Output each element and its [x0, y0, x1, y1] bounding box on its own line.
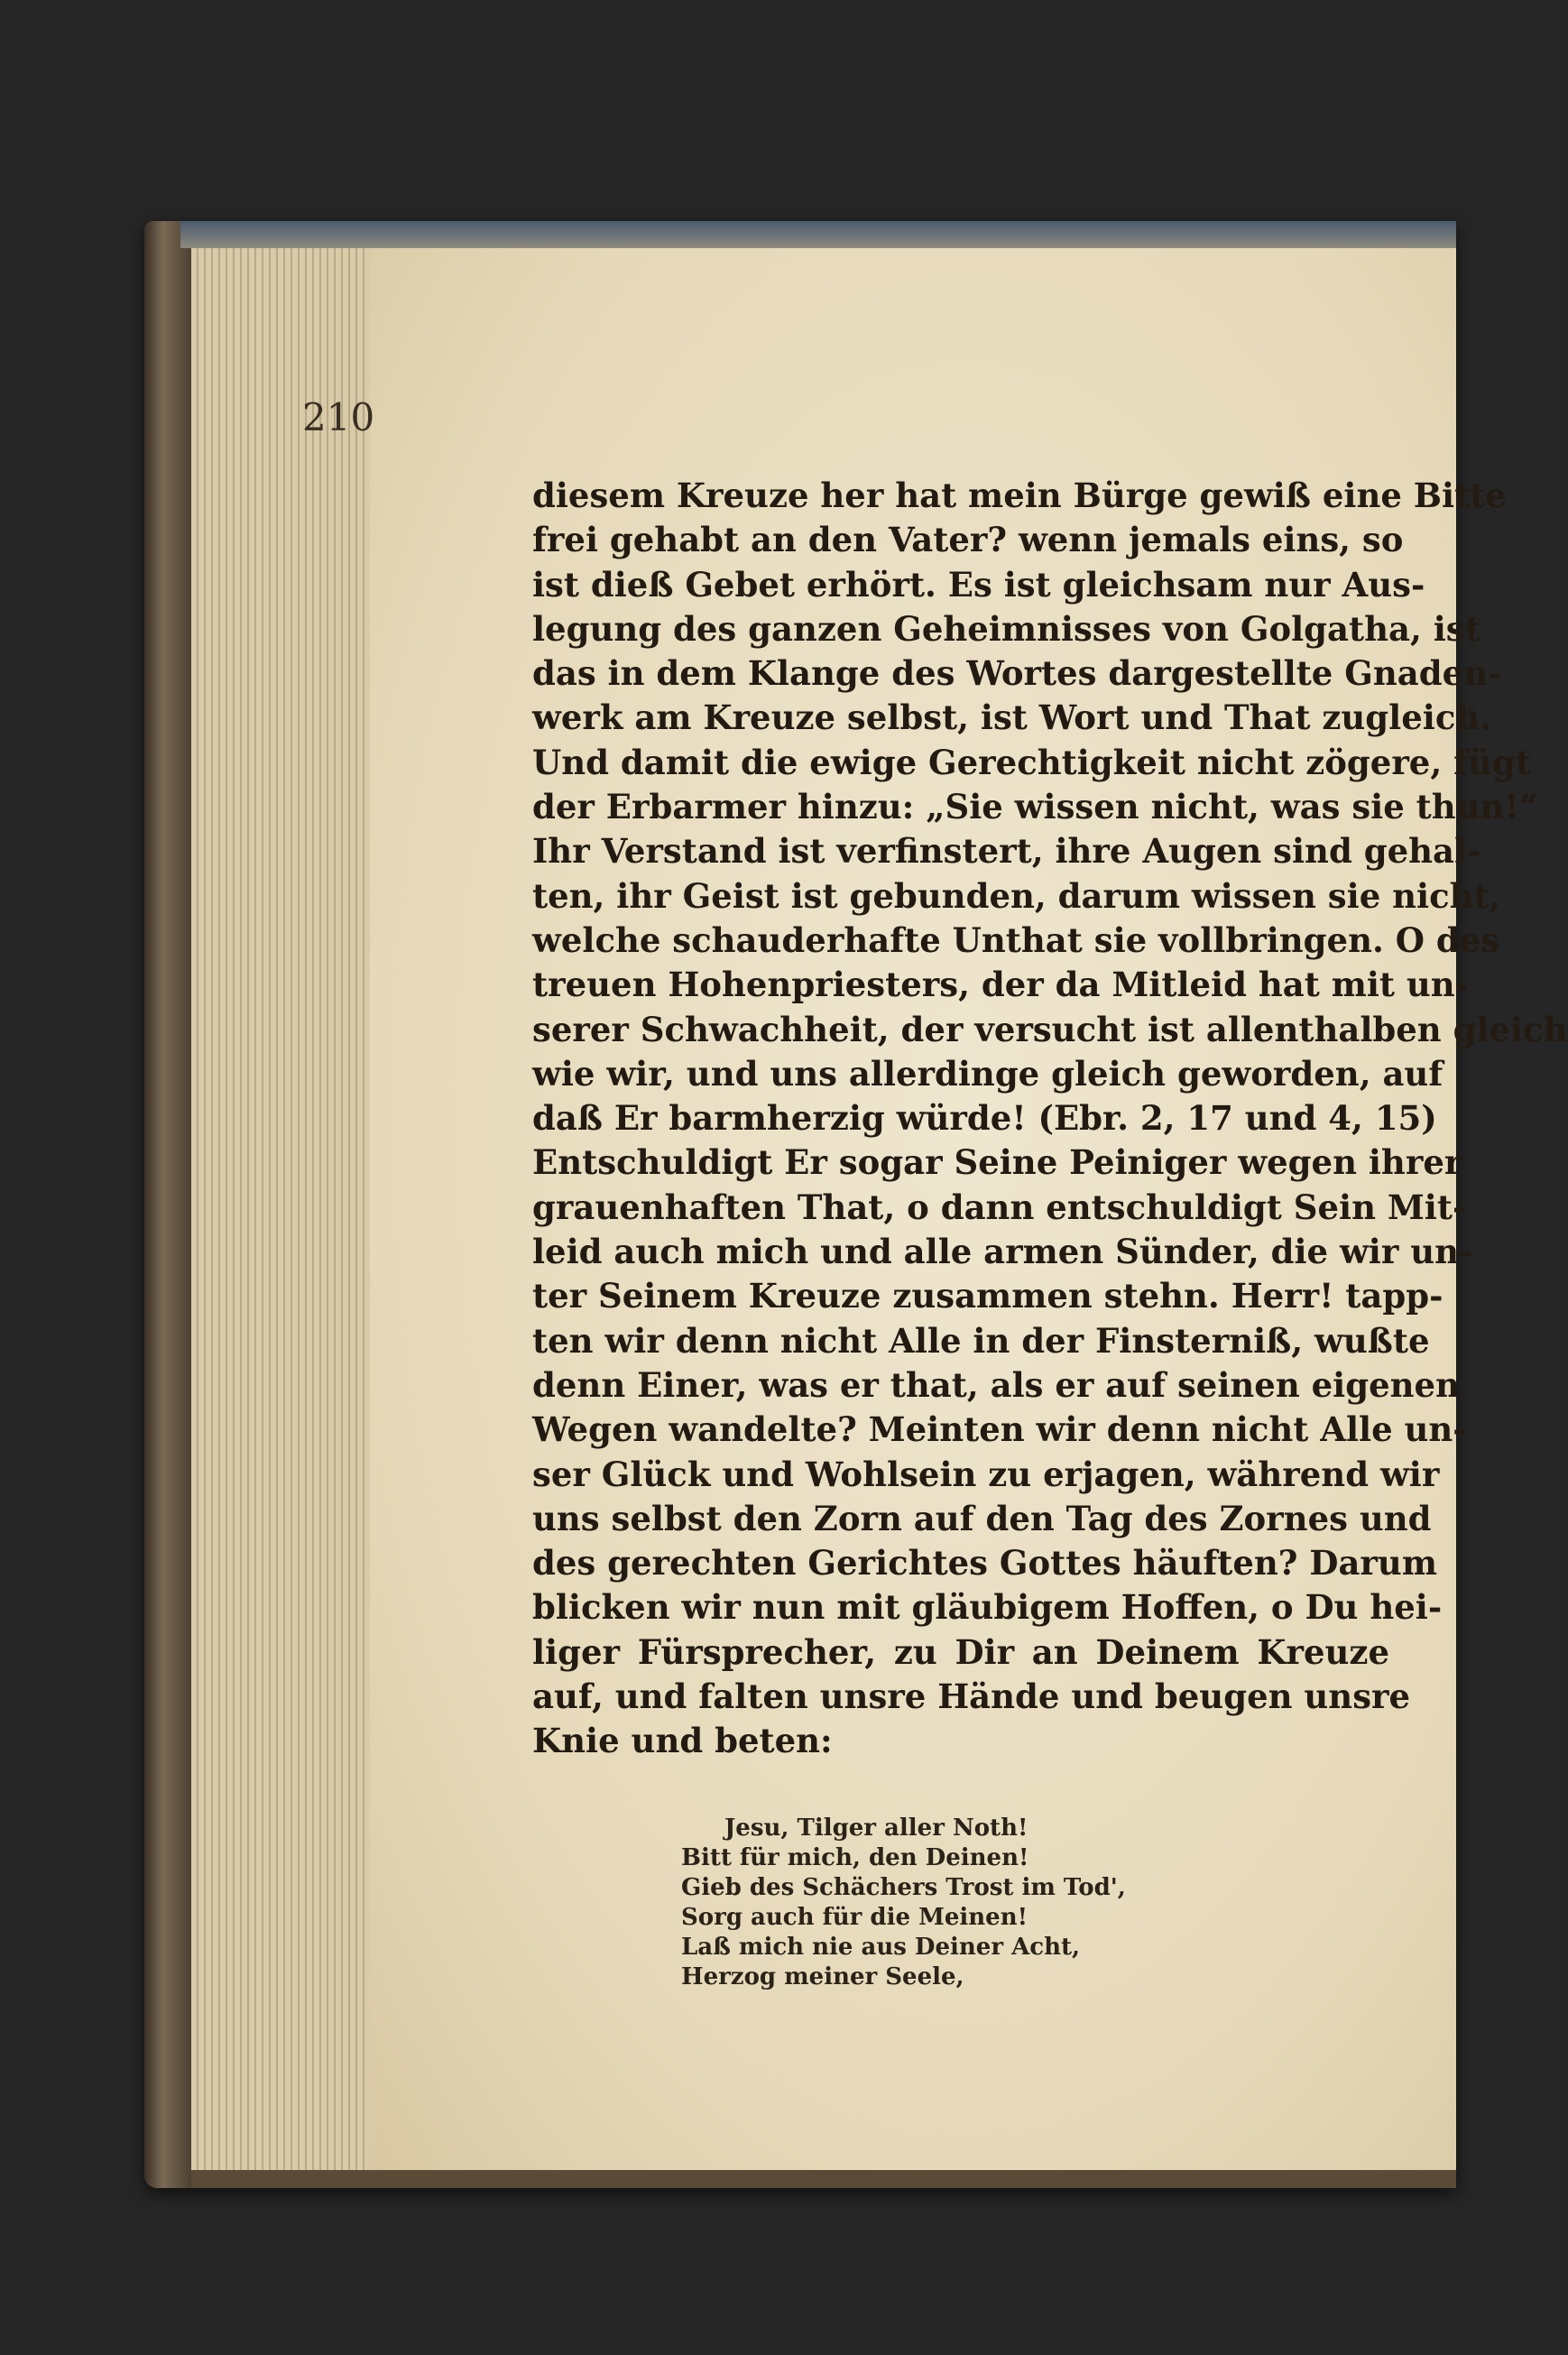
- text-line: das in dem Klange des Wortes dargestellte Gnaden-: [532, 653, 1502, 694]
- text-line: frei gehabt an den Vater? wenn jemals eins, so: [532, 520, 1404, 560]
- text-line: liger Fürsprecher, zu Dir an Deinem Kreuze: [532, 1631, 1389, 1672]
- verse-line: Gieb des Schächers Trost im Tod',: [681, 1874, 1126, 1901]
- text-line: ten wir denn nicht Alle in der Finsterniß, wußte: [532, 1320, 1430, 1361]
- verse-block: [681, 1814, 1331, 1992]
- text-line: ten, ihr Geist ist gebunden, darum wissen sie nicht,: [532, 875, 1501, 916]
- verse-line: Sorg auch für die Meinen!: [681, 1904, 1028, 1931]
- text-line: uns selbst den Zorn auf den Tag des Zornes und: [532, 1498, 1432, 1538]
- text-line: Entschuldigt Er sogar Seine Peiniger wegen ihrer: [532, 1142, 1462, 1183]
- book-top-edge: [180, 221, 1456, 248]
- verse-line: Laß mich nie aus Deiner Acht,: [681, 1934, 1081, 1961]
- verse-line: Herzog meiner Seele,: [681, 1963, 964, 1990]
- text-line: welche schauderhafte Unthat sie vollbringen. O des: [532, 919, 1500, 960]
- text-line: auf, und falten unsre Hände und beugen unsre: [532, 1676, 1411, 1717]
- text-line: Ihr Verstand ist verfinstert, ihre Augen sind gehal-: [532, 831, 1481, 872]
- page-edges: [191, 248, 375, 2170]
- text-line: ter Seinem Kreuze zusammen stehn. Herr! tapp-: [532, 1276, 1443, 1316]
- text-line: blicken wir nun mit gläubigem Hoffen, o Du hei-: [532, 1587, 1443, 1628]
- text-line: daß Er barmherzig würde! (Ebr. 2, 17 und 4, 15): [532, 1098, 1437, 1139]
- text-line: leid auch mich und alle armen Sünder, die wir un-: [532, 1232, 1473, 1272]
- body-text: [532, 474, 1568, 1764]
- text-line: werk am Kreuze selbst, ist Wort und That zugleich.: [532, 697, 1492, 738]
- text-line: legung des ganzen Geheimnisses von Golgatha, ist: [532, 608, 1480, 649]
- text-line: Knie und beten:: [532, 1721, 833, 1761]
- text-line: diesem Kreuze her hat mein Bürge gewiß eine Bitte: [532, 476, 1507, 515]
- text-line: serer Schwachheit, der versucht ist allenthalben gleich: [532, 1009, 1568, 1049]
- book-spine: [144, 221, 191, 2188]
- verse-line: Jesu, Tilger aller Noth!: [724, 1815, 1028, 1842]
- text-line: ser Glück und Wohlsein zu erjagen, während wir: [532, 1454, 1440, 1494]
- text-line: Wegen wandelte? Meinten wir denn nicht Alle un-: [532, 1409, 1467, 1450]
- text-line: grauenhaften That, o dann entschuldigt Sein Mit-: [532, 1187, 1467, 1227]
- text-line: denn Einer, was er that, als er auf seinen eigenen: [532, 1364, 1460, 1405]
- text-line: des gerechten Gerichtes Gottes häuften? Darum: [532, 1543, 1437, 1584]
- page-number: 210: [302, 395, 375, 439]
- text-line: ist dieß Gebet erhört. Es ist gleichsam nur Aus-: [532, 564, 1425, 605]
- text-line: Und damit die ewige Gerechtigkeit nicht zögere, fügt: [532, 742, 1531, 782]
- text-line: treuen Hohenpriesters, der da Mitleid hat mit un-: [532, 965, 1470, 1005]
- text-line: der Erbarmer hinzu: „Sie wissen nicht, was sie thun!“: [532, 787, 1538, 827]
- verse-line: Bitt für mich, den Deinen!: [681, 1844, 1029, 1871]
- text-line: wie wir, und uns allerdinge gleich geworden, auf: [532, 1053, 1443, 1094]
